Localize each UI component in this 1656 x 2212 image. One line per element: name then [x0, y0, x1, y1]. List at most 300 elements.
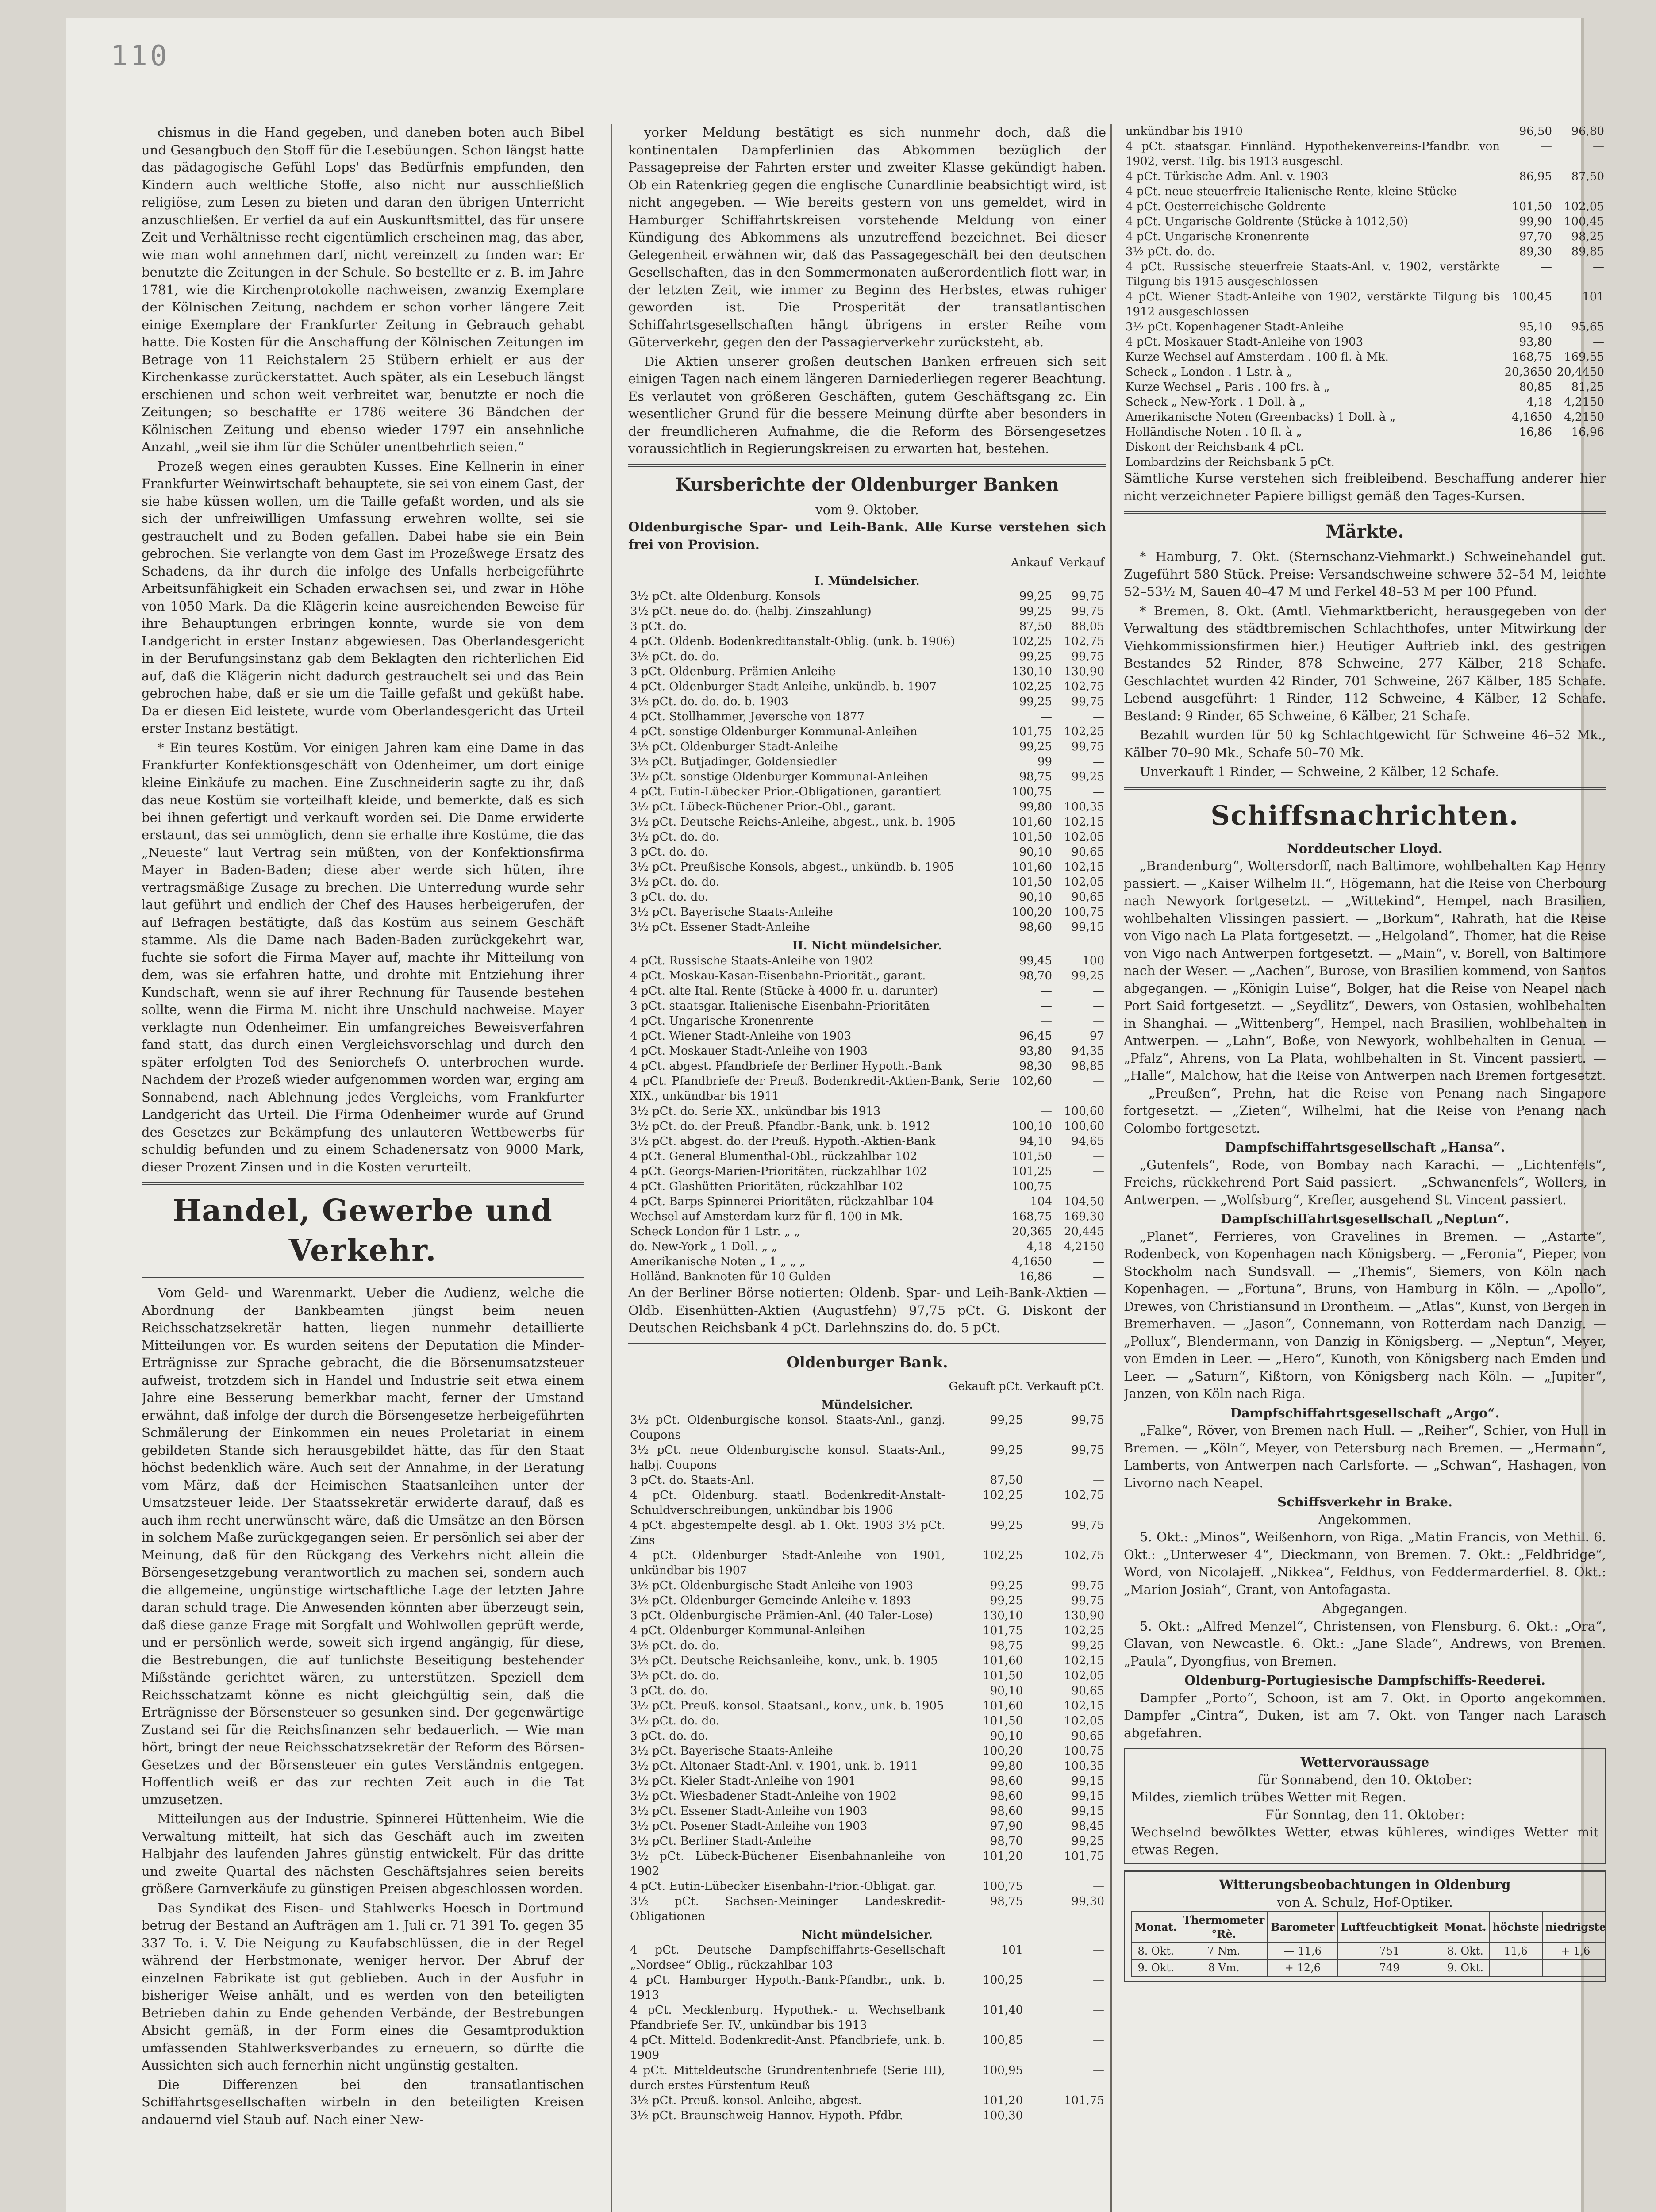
security-name: do. New-York „ 1 Doll. „ „	[630, 1240, 778, 1253]
price-buy: 99,25	[990, 1594, 1023, 1607]
security-name: 3 pCt. staatsgar. Italienische Eisenbahn-Prioritäten	[630, 999, 930, 1013]
observations-header-cell: Barometer	[1268, 1912, 1337, 1943]
price-buy: —	[1041, 984, 1052, 998]
price-buy: 90,10	[1019, 891, 1052, 904]
observations-header-cell: Thermometer °Rè.	[1180, 1912, 1268, 1943]
table-row	[1124, 229, 1606, 244]
security-name: 4 pCt. Wiener Stadt-Anleihe von 1903	[630, 1029, 852, 1043]
table-row	[628, 1149, 1106, 1164]
column-rule-right	[1110, 124, 1112, 2212]
table-row	[628, 1239, 1106, 1254]
price-buy: 102,25	[983, 1548, 1023, 1562]
table-row	[628, 739, 1106, 754]
security-name: 3½ pCt. Preuß. konsol. Staatsanl., konv., unk. b. 1905	[630, 1699, 944, 1713]
security-name: Scheck „ London . 1 Lstr. à „	[1126, 365, 1293, 379]
price-sell: 102,75	[1064, 680, 1104, 693]
security-name: 3½ pCt. Posener Stadt-Anleihe von 1903	[630, 1819, 868, 1833]
table-row	[628, 1473, 1106, 1488]
price-buy: 102,60	[1012, 1075, 1052, 1088]
table-row	[1124, 410, 1606, 425]
price-buy: 98,60	[990, 1774, 1023, 1788]
oport-heading: Oldenburg-Portugiesische Dampfschiffs-Reederei.	[1184, 1673, 1546, 1688]
security-name: 4 pCt. Ungarische Kronenrente	[630, 1014, 814, 1028]
price-buy: —	[1541, 260, 1552, 273]
observations-cell: — 11,6	[1268, 1943, 1337, 1959]
price-buy: —	[1041, 1014, 1052, 1028]
page-number: 110	[111, 40, 170, 73]
security-name: 3½ pCt. Bayerische Staats-Anleihe	[630, 906, 833, 919]
table-row	[628, 2093, 1106, 2108]
table-row	[628, 1134, 1106, 1149]
price-sell: 99,75	[1071, 650, 1104, 663]
price-sell: 99,75	[1071, 590, 1104, 603]
price-sell: 130,90	[1064, 665, 1104, 678]
security-name: 4 pCt. Oldenburg. staatl. Bodenkredit-Anstalt-Schuldverschreibungen, unkündbar bis 1906	[630, 1488, 945, 1517]
market-paragraph: * Bremen, 8. Okt. (Amtl. Viehmarktbericht, herausgegeben von der Verwaltung des städtbremischen Schlachthofes, unter Mitwirkung der Viehkommissionsfirmen hier.) Heutiger Auftrieb inkl. des gestrigen Bestandes 52 Rinder, 878 Schweine, 277 Kälber, 218 Schafe. Geschlachtet wurden 42 Rinder, 701 Schweine, 267 Kälber, 185 Schafe. Lebend ausgeführt: 1 Rinder, 112 Schweine, 4 Kälber, 12 Schafe. Bestand: 9 Rinder, 65 Schweine, 6 Kälber, 21 Schafe.	[1124, 603, 1606, 723]
table-section-label: II. Nicht mündelsicher.	[792, 939, 942, 952]
price-sell: 102,05	[1064, 1669, 1104, 1682]
security-name: Scheck London für 1 Lstr. „ „	[630, 1225, 800, 1238]
security-name: 4 pCt. Deutsche Dampfschiffahrts-Gesellschaft „Nordsee“ Oblig., rückzahlbar 103	[630, 1943, 945, 1972]
price-sell: 102,05	[1064, 830, 1104, 844]
observations-cell: 11,6	[1489, 1943, 1542, 1959]
table-row	[1124, 289, 1606, 319]
table-row	[628, 860, 1106, 875]
table-row	[628, 1804, 1106, 1819]
table-row	[628, 1578, 1106, 1593]
price-buy: 101,50	[983, 1714, 1023, 1728]
table-row	[628, 905, 1106, 920]
price-buy: 16,86	[1519, 426, 1552, 439]
security-name: 3 pCt. do. do.	[630, 891, 708, 904]
price-buy: 100,95	[983, 2063, 1023, 2077]
price-sell: 102,25	[1064, 1624, 1104, 1637]
price-sell: —	[1093, 999, 1104, 1013]
article-paragraph: Mitteilungen aus der Industrie. Spinnerei Hüttenheim. Wie die Verwaltung mitteilt, hat sich das Geschäft auch im zweiten Halbjahr des laufenden Jahres günstig entwickelt. Für das dritte und zweite Quartal des nächsten Geschäftsjahres seien bereits größere Garnverkäufe zu günstigen Preisen abgeschlossen worden.	[142, 1811, 584, 1896]
observations-cell	[1542, 1959, 1606, 1976]
security-name: 4 pCt. neue steuerfreie Italienische Rente, kleine Stücke	[1126, 185, 1457, 198]
security-name: 3 pCt. do. do.	[630, 1684, 708, 1697]
table-row	[628, 1194, 1106, 1209]
observations-table	[1131, 1911, 1606, 1977]
security-name: Diskont der Reichsbank 4 pCt.	[1126, 441, 1304, 454]
price-buy: 99,25	[1019, 650, 1052, 663]
table-row	[628, 1518, 1106, 1548]
price-sell: 102,15	[1064, 1654, 1104, 1667]
table-row	[628, 1834, 1106, 1849]
security-name: 4 pCt. Mecklenburg. Hypothek.- u. Wechselbank Pfandbriefe Ser. IV., unkündbar bis 1913	[630, 2003, 945, 2032]
table-row	[628, 1413, 1106, 1443]
table-row	[628, 968, 1106, 983]
table-header-cell: Verkauf	[1059, 556, 1104, 569]
price-buy: 4,18	[1526, 396, 1552, 409]
price-sell: 102,25	[1064, 725, 1104, 738]
weather-forecast-box	[1124, 1748, 1606, 1864]
price-buy: 98,30	[1019, 1060, 1052, 1073]
price-sell: —	[1093, 1255, 1104, 1268]
security-name: 3½ pCt. Deutsche Reichs-Anleihe, abgest., unk. b. 1905	[630, 815, 956, 829]
price-buy: 99,25	[1019, 740, 1052, 753]
security-name: 4 pCt. Pfandbriefe der Preuß. Bodenkredit-Aktien-Bank, Serie XIX., unkündbar bis 1911	[630, 1075, 1000, 1103]
price-buy: 99,25	[990, 1578, 1023, 1592]
price-sell: 99,75	[1071, 1578, 1104, 1592]
security-name: Amerikanische Noten (Greenbacks) 1 Doll. à „	[1126, 411, 1396, 424]
market-paragraph: * Hamburg, 7. Okt. (Sternschanz-Viehmarkt.) Schweinehandel gut. Zugeführt 580 Stück. Preise: Versandschweine schwere 52–54 M, leichte 52–53½ M, Sauen 40–47 M und Ferkel 48–53 M per 100 Pfund.	[1124, 549, 1606, 599]
price-sell: 98,45	[1071, 1819, 1104, 1833]
security-name: 3½ pCt. Braunschweig-Hannov. Hypoth. Pfdbr.	[630, 2108, 903, 2122]
security-name: 4 pCt. Stollhammer, Jeversche von 1877	[630, 710, 865, 723]
price-buy: 99,25	[1019, 590, 1052, 603]
weather-line: für Sonnabend, den 10. Oktober:	[1257, 1772, 1472, 1787]
security-name: 3½ pCt. Lübeck-Büchener Prior.-Obl., garant.	[630, 800, 896, 814]
security-name: 4 pCt. alte Ital. Rente (Stücke à 4000 fr. u. darunter)	[630, 984, 938, 998]
security-name: 4 pCt. Mitteld. Bodenkredit-Anst. Pfandbriefe, unk. b. 1909	[630, 2033, 945, 2062]
price-sell: 99,15	[1071, 1789, 1104, 1803]
price-sell: 101	[1582, 290, 1604, 303]
table-row	[1124, 139, 1606, 169]
price-sell: —	[1093, 1879, 1104, 1893]
price-buy: 97,90	[990, 1819, 1023, 1833]
article-paragraph: Prozeß wegen eines geraubten Kusses. Eine Kellnerin in einer Frankfurter Weinwirtschaft behauptete, sie sei von einem Gast, der sie habe küssen wollen, um die Taille gefaßt worden, und als sie sich der unfreiwilligen Umfassung erwehren wollte, sei sie gestrauchelt und zu Boden gefallen. Dabei habe sie ein Bein gebrochen. Sie verlangte von dem Gast im Prozeßwege Ersatz des Schadens, da ihr durch die infolge des Unfalls herbeigeführte Arbeitsunfähigkeit ein Schaden erwachsen sei, und zwar in Höhe von 1050 Mark. Da die Klägerin keine ausreichenden Beweise für ihre Behauptungen erbringen konnte, wurde sie von dem Landgericht in erster Instanz abgewiesen. Das Oberlandesgericht in der Berufungsinstanz gab dem Beklagten den richterlichen Eid auf, daß die Klägerin nicht dadurch gestrauchelt sei und das Bein gebrochen habe, daß er sie um die Taille gefaßt und geküßt habe. Da er diesen Eid leistete, wurde vom Oberlandesgericht das Urteil erster Instanz bestätigt.	[142, 458, 584, 736]
observations-heading: Witterungsbeobachtungen in Oldenburg	[1219, 1877, 1511, 1892]
price-buy: 99,80	[1019, 800, 1052, 814]
table-section-row	[628, 1924, 1106, 1943]
table-row	[1124, 380, 1606, 395]
observations-cell: + 1,6	[1542, 1943, 1606, 1959]
observations-row	[1132, 1959, 1606, 1976]
security-name: Kurze Wechsel auf Amsterdam . 100 fl. à Mk.	[1126, 350, 1389, 364]
table-row	[628, 1488, 1106, 1518]
price-sell: 169,30	[1064, 1210, 1104, 1223]
table-header-cell: Ankauf	[1011, 556, 1052, 569]
price-sell: 99,25	[1071, 770, 1104, 783]
security-name: 4 pCt. Ungarische Goldrente (Stücke à 1012,50)	[1126, 215, 1408, 228]
table-row	[628, 920, 1106, 935]
neptun-heading: Dampfschiffahrtsgesellschaft „Neptun“.	[1221, 1211, 1509, 1226]
price-sell: 102,75	[1064, 635, 1104, 648]
price-buy: 101,20	[983, 1849, 1023, 1863]
price-sell: —	[1593, 260, 1604, 273]
price-sell: —	[1093, 2108, 1104, 2122]
spar-bank-title: Oldenburgische Spar- und Leih-Bank. Alle Kurse verstehen sich frei von Provision.	[628, 519, 1106, 552]
table-header-cell	[628, 1379, 947, 1394]
security-name: 4 pCt. Oldenb. Bodenkreditanstalt-Oblig. (unk. b. 1906)	[630, 635, 955, 648]
price-buy: 86,95	[1519, 170, 1552, 183]
weather-line: Wechselnd bewölktes Wetter, etwas kühleres, windiges Wetter mit etwas Regen.	[1131, 1824, 1598, 1857]
security-name: unkündbar bis 1910	[1126, 125, 1243, 138]
weather-heading: Wettervoraussage	[1300, 1755, 1429, 1770]
table-row	[1124, 395, 1606, 410]
observations-subtitle: von A. Schulz, Hof-Optiker.	[1277, 1894, 1453, 1910]
security-name: 4 pCt. Glashütten-Prioritäten, rückzahlbar 102	[630, 1180, 903, 1193]
observations-header-cell: Monat.	[1132, 1912, 1180, 1943]
price-buy: 99,25	[990, 1518, 1023, 1532]
argo-text: „Falke“, Röver, von Bremen nach Hull. — „Reiher“, Schier, von Hull in Bremen. — „Köln“, Meyer, von Petersburg nach Bremen. — „Hermann“, Lamberts, von Antwerpen nach Carlsforte. — „Schwan“, Hashagen, von Livorno nach Neapel.	[1124, 1423, 1606, 1490]
column-2	[628, 124, 1106, 2212]
security-name: 4 pCt. Moskauer Stadt-Anleihe von 1903	[1126, 335, 1364, 349]
table-row	[628, 1269, 1106, 1284]
price-buy: 99,25	[990, 1413, 1023, 1427]
price-sell: 20,4450	[1556, 365, 1604, 379]
observations-cell: 751	[1337, 1943, 1441, 1959]
brake-arrived-text: 5. Okt.: „Minos“, Weißenhorn, von Riga. „Matin Francis, von Methil. 6. Okt.: „Unterweser 4“, Dieckmann, von Bremen. 7. Okt.: „Feldbridge“, Word, von Nicolajeff. „Nikkea“, Feldhus, von Feddermarderfiel. 8. Okt.: „Marion Josiah“, Grant, von Antofagasta.	[1124, 1529, 1606, 1597]
security-name: 4 pCt. abgestempelte desgl. ab 1. Okt. 1903 3½ pCt. Zins	[630, 1518, 945, 1547]
price-sell: 102,75	[1064, 1548, 1104, 1562]
price-sell: 87,50	[1571, 170, 1604, 183]
column-1	[142, 124, 584, 2212]
table-header-cell: Gekauft pCt.	[949, 1379, 1023, 1393]
security-name: 4 pCt. Russische Staats-Anleihe von 1902	[630, 954, 873, 968]
spar-notes: An der Berliner Börse notierten: Oldenb. Spar- und Leih-Bank-Aktien — Oldb. Eisenhütten-Aktien (Augustfehn) 97,75 pCt. G. Diskont der Deutschen Reichsbank 4 pCt. Darlehnszins do. do. 5 pCt.	[628, 1285, 1106, 1335]
security-name: 3½ pCt. Oldenburgische Stadt-Anleihe von 1903	[630, 1578, 914, 1592]
section-divider	[628, 464, 1106, 467]
security-name: 3½ pCt. Oldenburger Gemeinde-Anleihe v. 1893	[630, 1594, 911, 1607]
table-row	[628, 1164, 1106, 1179]
table-row	[628, 845, 1106, 860]
security-name: Lombardzins der Reichsbank 5 pCt.	[1126, 456, 1335, 469]
price-sell	[1554, 440, 1606, 455]
price-buy: 93,80	[1019, 1045, 1052, 1058]
security-name: 3 pCt. Oldenburgische Prämien-Anl. (40 Taler-Lose)	[630, 1609, 933, 1622]
price-sell: 99,30	[1071, 1894, 1104, 1908]
price-buy: —	[1541, 185, 1552, 198]
price-buy: 90,10	[1019, 845, 1052, 859]
price-sell: —	[1093, 785, 1104, 799]
price-sell: 97	[1089, 1029, 1104, 1043]
table-row	[628, 1653, 1106, 1668]
observations-cell: 749	[1337, 1959, 1441, 1976]
table-row	[628, 998, 1106, 1014]
price-sell: 99,15	[1071, 1804, 1104, 1818]
security-name: 4 pCt. Mitteldeutsche Grundrentenbriefe (Serie III), durch erstes Fürstentum Reuß	[630, 2063, 945, 2092]
price-sell: —	[1093, 1014, 1104, 1028]
price-buy: 101,50	[1012, 1150, 1052, 1163]
table-row	[628, 1608, 1106, 1623]
price-buy: 168,75	[1012, 1210, 1052, 1223]
observations-header-cell: niedrigste	[1542, 1912, 1606, 1943]
table-row	[628, 724, 1106, 739]
price-buy: 101,60	[983, 1699, 1023, 1713]
price-sell: 100,35	[1064, 800, 1104, 814]
table-header-cell	[628, 555, 1002, 570]
price-buy: 100,10	[1012, 1120, 1052, 1133]
security-name: 3½ pCt. Oldenburger Stadt-Anleihe	[630, 740, 838, 753]
price-buy: —	[1541, 140, 1552, 153]
security-name: 3½ pCt. Kopenhagener Stadt-Anleihe	[1126, 320, 1344, 334]
table-row	[628, 649, 1106, 664]
neptun-text: „Planet“, Ferrieres, von Gravelines in Bremen. — „Astarte“, Rodenbeck, von Kopenhagen nach Königsberg. — „Feronia“, Pieper, von Stockholm nach Sundsvall. — „Themis“, Siemers, von Köln nach Kopenhagen. — „Fortuna“, Bruns, von Hamburg in Köln. — „Apollo“, Drewes, von Christiansund in Drontheim. — „Atlas“, Kunst, von Bergen in Bremerhaven. — „Jason“, Connemann, von Rotterdam nach Danzig. — „Pollux“, Blendermann, von Danzig in Königsberg. — „Neptun“, Meyer, von Emden in Leer. — „Hero“, Kunoth, von Königsberg nach Emden und Leer. — „Saturn“, Kißtorn, von Königsberg nach Köln. — „Jupiter“, Janzen, von Köln nach Riga.	[1124, 1229, 1606, 1401]
security-name: 3½ pCt. Lübeck-Büchener Eisenbahnanleihe von 1902	[630, 1849, 945, 1878]
price-sell: 100,75	[1064, 1744, 1104, 1758]
price-sell: 94,35	[1071, 1045, 1104, 1058]
price-sell: 90,65	[1071, 1729, 1104, 1743]
security-name: 3½ pCt. do. do.	[630, 650, 719, 663]
price-buy: 4,18	[1026, 1240, 1052, 1253]
article-paragraph: yorker Meldung bestätigt es sich nunmehr doch, daß die kontinentalen Dampferlinien das Abkommen bezüglich der Passagepreise der Fahrten erster und zweiter Klasse gekündigt haben. Ob ein Ratenkrieg gegen die englische Cunardlinie beabsichtigt wird, ist nicht angegeben. — Wie bereits gestern von uns gemeldet, wird in Hamburger Schiffahrtskreisen vorstehende Meldung von einer Kündigung des Abkommens als unzutreffend bezeichnet. Bei dieser Gelegenheit erwähnen wir, daß das Passagegeschäft bei den deutschen Gesellschaften, das in den Sommermonaten außerordentlich flott war, in der letzten Zeit, wie immer zu Beginn des Herbstes, etwas ruhiger geworden ist. Die Prosperität der transatlantischen Schiffahrtsgesellschaften hängt übrigens in erster Reihe vom Güterverkehr, gegen den der Passagierverkehr zurücksteht, ab.	[628, 125, 1106, 349]
price-buy: 98,75	[1019, 770, 1052, 783]
price-sell: 88,05	[1071, 620, 1104, 633]
price-buy: 87,50	[1019, 620, 1052, 633]
table-row	[628, 890, 1106, 905]
section-divider	[628, 1343, 1106, 1344]
security-name: 4 pCt. staatsgar. Finnländ. Hypothekenvereins-Pfandbr. von 1902, verst. Tilg. bis 1913 ausgeschl.	[1126, 140, 1500, 168]
price-buy: 80,85	[1519, 380, 1552, 394]
price-buy: 87,50	[990, 1473, 1023, 1487]
price-sell: —	[1593, 140, 1604, 153]
price-buy: 4,1650	[1512, 411, 1552, 424]
security-name: 4 pCt. Wiener Stadt-Anleihe von 1902, verstärkte Tilgung bis 1912 ausgeschlossen	[1126, 290, 1500, 319]
price-sell: —	[1093, 1075, 1104, 1088]
security-name: 4 pCt. Oldenburger Kommunal-Anleihen	[630, 1624, 865, 1637]
security-name: 4 pCt. Ungarische Kronenrente	[1126, 230, 1309, 243]
price-sell: 98,85	[1071, 1060, 1104, 1073]
observations-cell: 9. Okt.	[1132, 1959, 1180, 1976]
table-row	[628, 830, 1106, 845]
price-sell: —	[1093, 2003, 1104, 2017]
lloyd-text: „Brandenburg“, Woltersdorff, nach Baltimore, wohlbehalten Kap Henry passiert. — „Kaiser Wilhelm II.“, Högemann, hat die Reise von Cherbourg nach Newyork fortgesetzt. — „Wittekind“, Hempel, nach Brasilien, wohlbehalten Vlissingen passiert. — „Borkum“, Rahrath, hat die Reise von Vigo nach La Plata fortgesetzt. — „Helgoland“, Thomer, hat die Reise von Vigo nach Antwerpen fortgesetzt. — „Main“, v. Borell, von Baltimore nach der Weser. — „Aachen“, Burose, von Brasilien kommend, von Santos abgegangen. — „Königin Luise“, Bolger, hat die Reise von Neapel nach Port Said fortgesetzt. — „Seydlitz“, Dewers, von Ostasien, wohlbehalten in Shanghai. — „Wittenberg“, Hempel, nach Brasilien, wohlbehalten in Antwerpen. — „Lahn“, Boße, von Newyork, wohlbehalten in Genua. — „Pfalz“, Ahrens, von La Plata, wohlbehalten in St. Vincent passiert. — „Halle“, Malchow, hat die Reise von Antwerpen nach Bremen fortgesetzt. — „Preußen“, Prehn, hat die Reise von Penang nach Singapore fortgesetzt. — „Zieten“, Wilhelmi, hat die Reise von Penang nach Colombo fortgesetzt.	[1124, 858, 1606, 1136]
security-name: 3½ pCt. do. der Preuß. Pfandbr.-Bank, unk. b. 1912	[630, 1120, 930, 1133]
table-row	[628, 1254, 1106, 1269]
article-paragraph: Vom Geld- und Warenmarkt. Ueber die Audienz, welche die Abordnung der Bankbeamten jüngst beim neuen Reichsschatzsekretär hatten, liegen nunmehr detaillierte Mitteilungen vor. Es wurden seitens der Deputation die Minder-Erträgnisse zur Sprache gebracht, die die Börsenumsatzsteuer aufweist, trotzdem sich in Handel und Industrie seit etwa einem Jahre eine Besserung bemerkbar macht, ferner der Umstand erwähnt, daß infolge der durch die Börsengesetze herbeigeführten Schmälerung der Einkommen ein neues Proletariat in einem gebildeten Stande sich herausgebildet hätte, das für den Staat höchst bedenklich wäre. Auch seit der Annahme, in der Beratung vom März, daß der Heimischen Staatsanleihen unter der Umsatzsteuer leide. Der Staatssekretär erwiderte darauf, daß es auch ihm recht unerwünscht wäre, daß die Umsätze an den Börsen in solchem Maße zurückgegangen seien. Er persönlich sei aber der Meinung, daß für den Rückgang des Verkehrs nicht allein die Börsengesetzgebung verantwortlich zu machen sei, sondern auch die allgemeine, ungünstige wirtschaftliche Lage der letzten Jahre daran schuld trage. Die Anwesenden könnten aber überzeugt sein, daß diese ganze Frage mit Sorgfalt und Wohlwollen geprüft werde, und er persönlich werde, soweit sich irgend angängig, für diese, die Bestrebungen, die auf tunlichste Beseitigung bestehender Mißstände gerichtet wären, zu unterstützen. Speziell dem Reichsschatzamt könne es nicht gleichgültig sein, daß die Erträgnisse der Börsensteuer so gesunken sind. Der gegenwärtige Zustand sei für die Reichsfinanzen sehr bedauerlich. — Wie man hört, bringt der neue Reichsschatzsekretär der Reform des Börsen-Gesetzes und der Börsensteuer ein gutes Verständnis entgegen. Hoffentlich weiß er das zur rechten Zeit auch in die Tat umzusetzen.	[142, 1285, 584, 1807]
price-buy: 95,10	[1519, 320, 1552, 334]
section-divider	[142, 1182, 584, 1185]
security-name: 4 pCt. Hamburger Hypoth.-Bank-Pfandbr., unk. b. 1913	[630, 1973, 945, 2002]
table-row	[1124, 349, 1606, 365]
security-name: 4 pCt. Eutin-Lübecker Eisenbahn-Prior.-Obligat. gar.	[630, 1879, 937, 1893]
observations-box	[1124, 1870, 1606, 1982]
observations-cell: 7 Nm.	[1180, 1943, 1268, 1959]
price-buy: 20,365	[1012, 1225, 1052, 1238]
price-buy: 96,50	[1519, 125, 1552, 138]
table-row	[628, 679, 1106, 694]
security-name: 3½ pCt. Kieler Stadt-Anleihe von 1901	[630, 1774, 856, 1788]
observations-header-cell: höchste	[1489, 1912, 1542, 1943]
security-name: 4 pCt. Moskau-Kasan-Eisenbahn-Priorität., garant.	[630, 969, 926, 983]
table-header-row	[628, 555, 1106, 570]
security-name: 3 pCt. do. do.	[630, 845, 708, 859]
price-sell: 102,15	[1064, 815, 1104, 829]
price-sell: 4,2150	[1064, 1240, 1104, 1253]
security-name: 4 pCt. General Blumenthal-Obl., rückzahlbar 102	[630, 1150, 918, 1163]
table-row	[628, 875, 1106, 890]
table-row	[1124, 455, 1606, 470]
price-buy: 100,30	[983, 2108, 1023, 2122]
price-sell: —	[1093, 1270, 1104, 1283]
security-name: 3½ pCt. do. do.	[630, 876, 719, 889]
price-sell: 90,65	[1071, 891, 1104, 904]
schiffs-heading: Schiffsnachrichten.	[1210, 800, 1519, 831]
price-sell: —	[1093, 1973, 1104, 1987]
price-buy: 101,60	[1012, 860, 1052, 874]
security-name: 3 pCt. do.	[630, 620, 687, 633]
table-row	[628, 953, 1106, 968]
table-section-row	[628, 935, 1106, 953]
security-name: 3½ pCt. Oldenburgische konsol. Staats-Anl., ganzj. Coupons	[630, 1413, 945, 1442]
price-sell: 104,50	[1064, 1195, 1104, 1208]
table-section-label: Nicht mündelsicher.	[802, 1928, 933, 1942]
table-row	[1124, 124, 1606, 139]
table-row	[628, 1789, 1106, 1804]
brake-heading: Schiffsverkehr in Brake.	[1277, 1494, 1452, 1509]
security-name: 4 pCt. Barps-Spinnerei-Prioritäten, rückzahlbar 104	[630, 1195, 934, 1208]
security-name: Holländ. Banknoten für 10 Gulden	[630, 1270, 831, 1283]
security-name: 3½ pCt. Preuß. konsol. Anleihe, abgest.	[630, 2093, 862, 2107]
security-name: 3½ pCt. Butjadinger, Goldensiedler	[630, 755, 837, 768]
price-buy: 130,10	[983, 1609, 1023, 1622]
article-paragraph: Die Differenzen bei den transatlantischen Schiffahrtsgesellschaften wirbeln in den beteiligten Kreisen andauernd viel Staub auf. Nach einer New-	[142, 2077, 584, 2127]
table-row	[628, 1593, 1106, 1608]
section-divider	[142, 1277, 584, 1278]
hansa-text: „Gutenfels“, Rode, von Bombay nach Karachi. — „Lichtenfels“, Freichs, rückkehrend Port Said passiert. — „Schwanenfels“, Wollers, in Antwerpen. — „Wolfsburg“, Krefler, ausgehend St. Vincent passiert.	[1124, 1157, 1606, 1207]
table-row	[628, 1548, 1106, 1578]
price-buy: 98,75	[990, 1894, 1023, 1908]
price-sell: 100	[1082, 954, 1104, 968]
price-sell: —	[1093, 1473, 1104, 1487]
security-name: 4 pCt. sonstige Oldenburger Kommunal-Anleihen	[630, 725, 918, 738]
price-buy: 98,60	[990, 1804, 1023, 1818]
price-buy: 130,10	[1012, 665, 1052, 678]
security-name: Holländische Noten . 10 fl. à „	[1126, 426, 1302, 439]
brake-departed-text: 5. Okt.: „Alfred Menzel“, Christensen, von Flensburg. 6. Okt.: „Ora“, Glavan, von Newcastle. 6. Okt.: „Jane Slade“, Andrews, von Bremen. „Paula“, Dyongfius, von Bremen.	[1124, 1618, 1606, 1669]
security-name: 3½ pCt. do. do. do. b. 1903	[630, 695, 788, 708]
table-row	[628, 1224, 1106, 1239]
observations-cell: 8. Okt.	[1441, 1943, 1489, 1959]
table-row	[628, 2033, 1106, 2063]
security-name: 3½ pCt. Berliner Stadt-Anleihe	[630, 1834, 811, 1848]
table-row	[628, 1774, 1106, 1789]
price-sell: 99,75	[1071, 1518, 1104, 1532]
table-header-cell: Verkauft pCt.	[1026, 1379, 1104, 1393]
price-buy: 98,70	[1019, 969, 1052, 983]
security-name: 3½ pCt. Preußische Konsols, abgest., unkündb. b. 1905	[630, 860, 954, 874]
table-row	[628, 754, 1106, 769]
table-row	[628, 2063, 1106, 2093]
price-sell: 100,60	[1064, 1120, 1104, 1133]
security-name: 4 pCt. Türkische Adm. Anl. v. 1903	[1126, 170, 1329, 183]
security-name: 3½ pCt. Altonaer Stadt-Anl. v. 1901, unk. b. 1911	[630, 1759, 918, 1773]
table-row	[628, 1759, 1106, 1774]
section-divider	[1124, 787, 1606, 790]
observations-header-cell: Luftfeuchtigkeit	[1337, 1912, 1441, 1943]
weather-line: Mildes, ziemlich trübes Wetter mit Regen.	[1131, 1790, 1406, 1805]
price-sell: 99,75	[1071, 1594, 1104, 1607]
price-buy: 99,80	[990, 1759, 1023, 1773]
price-sell: 81,25	[1571, 380, 1604, 394]
security-name: 3½ pCt. do. do.	[630, 830, 719, 844]
observations-cell	[1489, 1959, 1542, 1976]
price-sell: 102,15	[1064, 860, 1104, 874]
price-sell: 98,25	[1571, 230, 1604, 243]
table-row	[628, 1014, 1106, 1029]
spar-bank-table	[628, 555, 1106, 1284]
security-name: 3½ pCt. do. do.	[630, 1639, 719, 1652]
price-buy: 98,60	[1019, 921, 1052, 934]
price-sell: —	[1093, 984, 1104, 998]
price-sell: 102,75	[1064, 1488, 1104, 1502]
security-name: 3½ pCt. do. do.	[1126, 245, 1215, 258]
table-row	[628, 1713, 1106, 1728]
table-row	[628, 1943, 1106, 1973]
price-sell: 95,65	[1571, 320, 1604, 334]
table-row	[628, 634, 1106, 649]
price-buy: 99,25	[1019, 695, 1052, 708]
table-row	[628, 1059, 1106, 1074]
price-buy: 98,70	[990, 1834, 1023, 1848]
table-row	[628, 1623, 1106, 1638]
table-section-label: Mündelsicher.	[821, 1398, 913, 1412]
oldenburger-bank-table	[628, 1379, 1106, 2123]
price-sell: —	[1093, 1180, 1104, 1193]
